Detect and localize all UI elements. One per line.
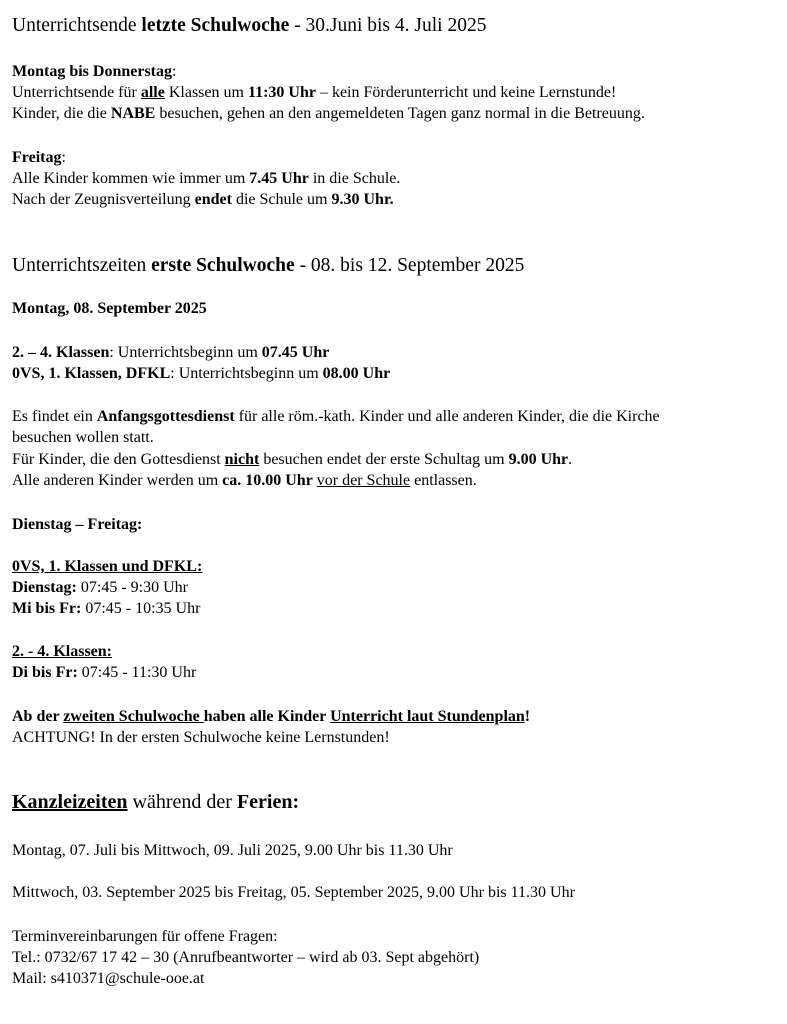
group-0-1-tuesday: Dienstag: 07:45 - 9:30 Uhr [12, 579, 188, 596]
church-service-line-4: Alle anderen Kinder werden um ca. 10.00 Uhr vor der Schule entlassen. [12, 472, 477, 489]
start-time-grades-0-1: 0VS, 1. Klassen, DFKL: Unterrichtsbeginn um 08.00 Uhr [12, 365, 391, 382]
section-title-first-week: Unterrichtszeiten erste Schulwoche - 08. bis 12. September 2025 [12, 255, 525, 276]
friday-heading: Freitag: [12, 149, 66, 166]
friday-line-2: Nach der Zeugnisverteilung endet die Schule um 9.30 Uhr. [12, 191, 394, 208]
office-hours-september: Mittwoch, 03. September 2025 bis Freitag, 05. September 2025, 9.00 Uhr bis 11.30 Uhr [12, 884, 575, 901]
second-week-note: Ab der zweiten Schulwoche haben alle Kinder Unterricht laut Stundenplan! [12, 708, 531, 725]
contact-intro: Terminvereinbarungen für offene Fragen: [12, 928, 278, 945]
group-0-1-heading: 0VS, 1. Klassen und DFKL: [12, 558, 203, 575]
group-0-1-wed-fri: Mi bis Fr: 07:45 - 10:35 Uhr [12, 600, 201, 617]
group-2-4-heading: 2. - 4. Klassen: [12, 643, 112, 660]
church-service-line-3: Für Kinder, die den Gottesdienst nicht besuchen endet der erste Schultag um 9.00 Uhr. [12, 451, 573, 468]
friday-line-1: Alle Kinder kommen wie immer um 7.45 Uhr in die Schule. [12, 170, 401, 187]
monday-heading: Montag, 08. September 2025 [12, 300, 207, 317]
mon-thu-line-2: Kinder, die die NABE besuchen, gehen an den angemeldeten Tagen ganz normal in die Betreuung. [12, 105, 645, 122]
section-title-last-week: Unterrichtsende letzte Schulwoche - 30.Juni bis 4. Juli 2025 [12, 15, 487, 36]
mon-thu-line-1: Unterrichtsende für alle Klassen um 11:30 Uhr – kein Förderunterricht und keine Lernstunde! [12, 84, 617, 101]
group-2-4-tue-fri: Di bis Fr: 07:45 - 11:30 Uhr [12, 664, 197, 681]
start-time-grades-2-4: 2. – 4. Klassen: Unterrichtsbeginn um 07.45 Uhr [12, 344, 330, 361]
office-hours-title: Kanzleizeiten während der Ferien: [12, 791, 300, 813]
attention-note: ACHTUNG! In der ersten Schulwoche keine Lernstunden! [12, 729, 390, 746]
contact-mail: Mail: s410371@schule-ooe.at [12, 970, 205, 987]
contact-phone: Tel.: 0732/67 17 42 – 30 (Anrufbeantworter – wird ab 03. Sept abgehört) [12, 949, 480, 966]
church-service-line-2: besuchen wollen statt. [12, 429, 154, 446]
office-hours-july: Montag, 07. Juli bis Mittwoch, 09. Juli 2025, 9.00 Uhr bis 11.30 Uhr [12, 842, 453, 859]
tue-fri-heading: Dienstag – Freitag: [12, 516, 143, 533]
mon-thu-heading: Montag bis Donnerstag: [12, 63, 177, 80]
church-service-line-1: Es findet ein Anfangsgottesdienst für alle röm.-kath. Kinder und alle anderen Kinder, die die Kirche [12, 408, 660, 425]
